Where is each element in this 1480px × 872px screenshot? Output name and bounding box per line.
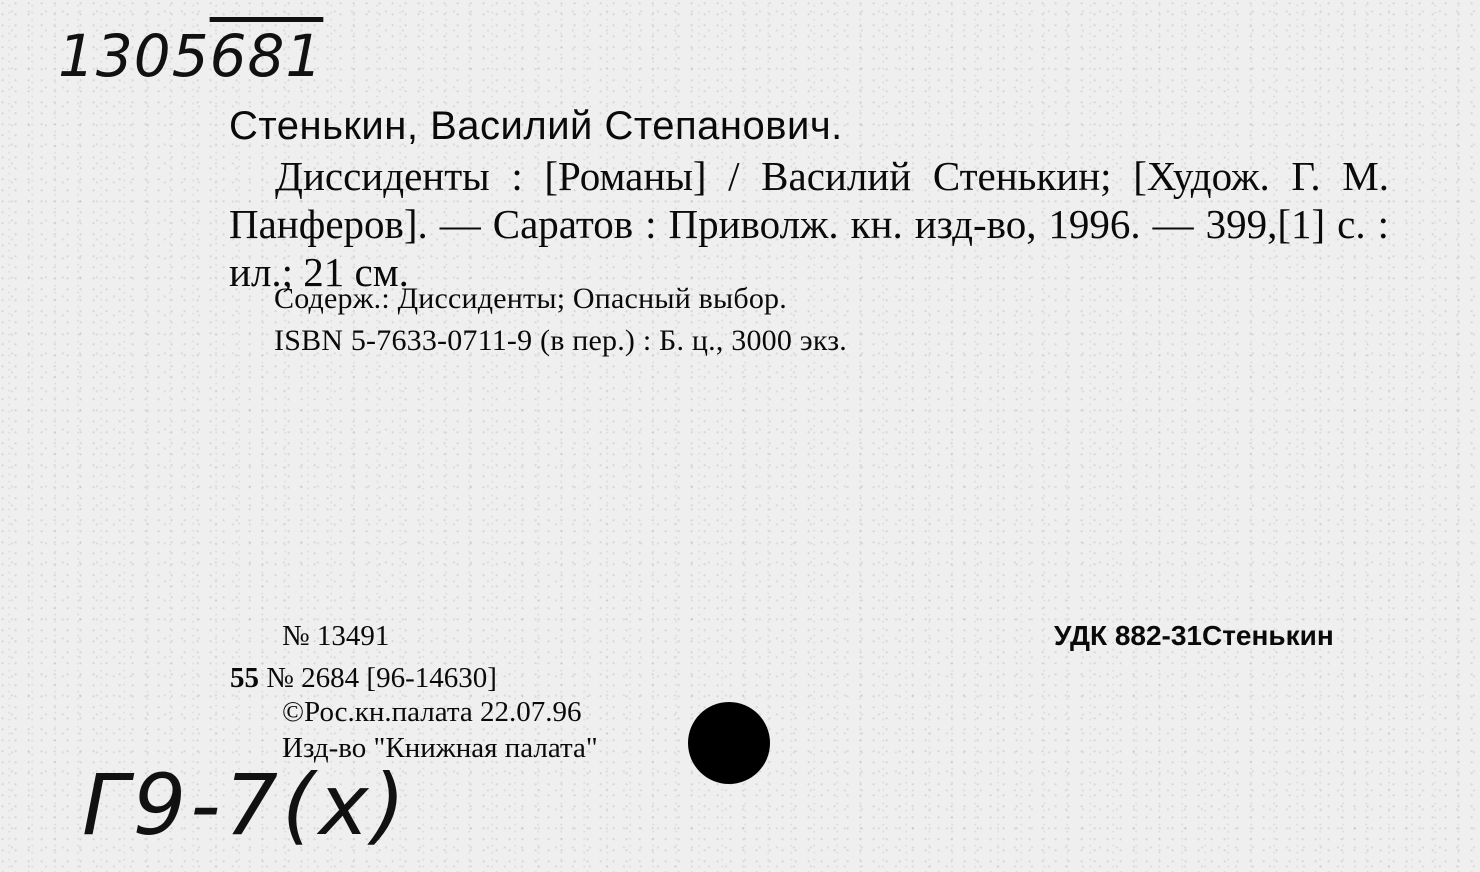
handwritten-shelf-code: Г9-7(х)	[82, 756, 410, 854]
call-number-right: 681	[209, 22, 324, 90]
registration-number-2: № 2684 [96-14630]	[266, 662, 497, 694]
bibliographic-description: Диссиденты : [Романы] / Василий Стенькин; [Худож. Г. М. Панферов]. — Саратов : Приволж. кн. изд-во, 1996. — 399,[1] с. : ил.; 21 см.	[229, 153, 1389, 295]
handwritten-call-number	[58, 22, 323, 90]
registration-line-2	[230, 662, 497, 695]
call-number-left: 1305	[58, 22, 210, 90]
punch-hole	[688, 702, 770, 784]
contents-note: Содерж.: Диссиденты; Опасный выбор.	[274, 282, 787, 315]
isbn-note: ISBN 5-7633-0711-9 (в пер.) : Б. ц., 3000 экз.	[274, 324, 847, 357]
copyright-line: ©Рос.кн.палата 22.07.96	[282, 696, 582, 728]
registration-prefix: 55	[230, 662, 259, 694]
registration-number: № 13491	[282, 620, 390, 652]
author-heading: Стенькин, Василий Степанович.	[229, 104, 843, 148]
udk-classification: УДК 882-31Стенькин	[1054, 620, 1334, 651]
publisher-line: Изд-во "Книжная палата"	[282, 732, 598, 764]
